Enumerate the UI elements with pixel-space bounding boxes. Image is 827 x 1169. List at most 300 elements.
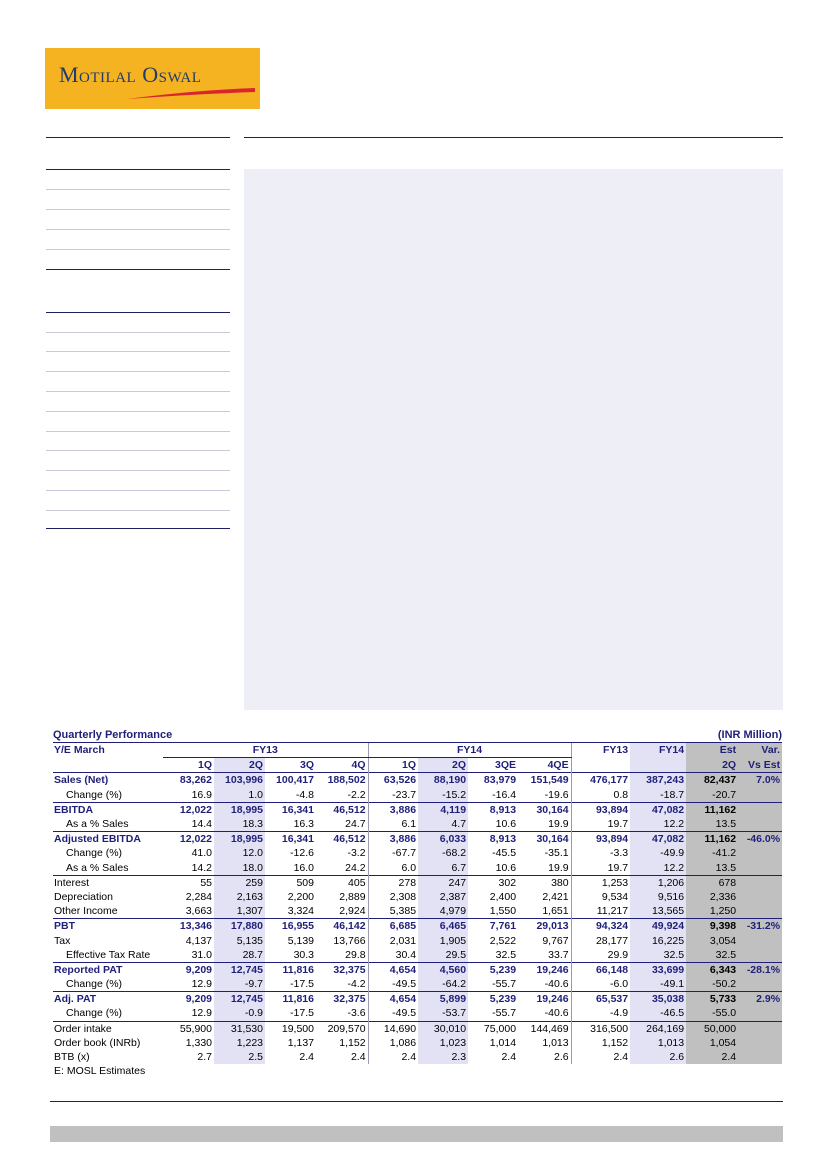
table-cell: 3,886 <box>368 802 418 817</box>
table-cell: 33,699 <box>630 962 686 977</box>
table-cell: 31,530 <box>214 1021 265 1036</box>
table-cell: 16.3 <box>293 818 314 831</box>
table-cell: 1,550 <box>489 905 517 918</box>
table-cell: 100,417 <box>265 773 316 788</box>
table-cell: 1,250 <box>686 904 738 919</box>
table-cell: -19.6 <box>544 788 569 801</box>
row-label: As a % Sales <box>66 818 129 831</box>
table-cell: -2.2 <box>347 788 366 801</box>
table-cell: -49.9 <box>630 846 686 860</box>
table-cell: 2,336 <box>686 890 738 904</box>
table-cell: -49.5 <box>368 1006 418 1021</box>
row-label: PBT <box>53 919 163 934</box>
header-row-1 <box>53 743 782 758</box>
table-cell: 6,033 <box>418 832 468 847</box>
table-cell: 2.4 <box>350 1051 366 1064</box>
row-label: Order intake <box>53 1021 163 1036</box>
table-cell: 12,745 <box>214 992 265 1007</box>
table-cell: 2,400 <box>489 890 517 903</box>
table-cell: 9,209 <box>163 992 214 1007</box>
table-cell: 2.9% <box>738 992 782 1007</box>
table-cell: 83,979 <box>468 773 518 788</box>
table-row <box>53 832 782 847</box>
table-cell: 49,924 <box>630 919 686 934</box>
table-cell: -6.0 <box>571 977 630 992</box>
table-cell <box>738 890 782 904</box>
table-cell: 30,164 <box>518 832 571 847</box>
table-cell: 66,148 <box>571 962 630 977</box>
table-cell: 14,690 <box>368 1021 418 1036</box>
table-cell: 12.2 <box>630 817 686 832</box>
table-cell: 3,054 <box>686 933 738 947</box>
table-cell <box>738 1021 782 1036</box>
table-cell: 1,330 <box>185 1036 212 1049</box>
table-cell: 1,307 <box>214 904 265 919</box>
table-cell: -55.7 <box>492 1007 517 1020</box>
table-cell: 19,500 <box>265 1021 316 1036</box>
table-row <box>53 1006 782 1021</box>
table-cell: 32,375 <box>316 992 368 1007</box>
sidebar-line <box>46 371 230 372</box>
table-cell: -17.5 <box>290 978 314 991</box>
col-var: Var. <box>738 743 782 758</box>
performance-grid <box>53 743 782 1064</box>
table-row <box>53 992 782 1007</box>
table-row <box>53 788 782 803</box>
table-cell: -3.6 <box>347 1007 366 1020</box>
table-cell: -40.6 <box>544 978 569 991</box>
table-cell: 32.5 <box>630 948 686 963</box>
row-label: Other Income <box>54 905 118 918</box>
table-cell <box>738 846 782 860</box>
table-cell <box>738 1006 782 1021</box>
table-unit: (INR Million) <box>717 729 782 741</box>
table-cell: 24.7 <box>345 818 366 831</box>
table-cell: 247 <box>418 875 468 890</box>
row-label: Sales (Net) <box>53 773 163 788</box>
table-cell: 5,135 <box>214 933 265 947</box>
est-quarter: 2Q <box>686 758 738 773</box>
table-cell: 32,375 <box>316 962 368 977</box>
table-cell: 8,913 <box>468 832 518 847</box>
table-cell: 151,549 <box>518 773 571 788</box>
table-cell: 264,169 <box>630 1021 686 1036</box>
row-label: Change (%) <box>66 847 123 860</box>
row-label: As a % Sales <box>66 861 129 874</box>
table-cell <box>738 788 782 803</box>
quarter-header: 1Q <box>197 759 212 772</box>
table-cell: -35.1 <box>544 847 569 860</box>
table-cell: 302 <box>468 875 518 890</box>
table-cell: 4.7 <box>418 817 468 832</box>
table-cell: 10.6 <box>495 818 517 831</box>
table-cell: 4,119 <box>418 802 468 817</box>
table-cell: 16.0 <box>293 861 314 874</box>
table-cell: 55 <box>163 875 214 890</box>
table-cell <box>738 802 782 817</box>
table-cell: 476,177 <box>571 773 630 788</box>
table-cell: 6,685 <box>368 919 418 934</box>
table-cell: 47,082 <box>630 802 686 817</box>
table-cell: 75,000 <box>468 1021 518 1036</box>
bottom-rule <box>50 1101 783 1102</box>
table-cell: 4,979 <box>418 904 468 919</box>
table-row <box>53 773 782 788</box>
sidebar-line <box>46 312 230 313</box>
table-cell: 30.4 <box>368 948 418 963</box>
table-cell: 12,745 <box>214 962 265 977</box>
table-cell: 12.9 <box>191 1007 212 1020</box>
table-cell: 18.0 <box>214 861 265 876</box>
header-row-2 <box>53 758 782 773</box>
sidebar-line <box>46 431 230 432</box>
table-cell: 11,162 <box>686 832 738 847</box>
table-cell: -46.0% <box>738 832 782 847</box>
logo-text: Motilal Oswal <box>59 62 202 87</box>
table-cell: -9.7 <box>214 977 265 992</box>
sidebar-line <box>46 229 230 230</box>
table-cell: -53.7 <box>418 1006 468 1021</box>
table-cell: -20.7 <box>686 788 738 803</box>
sidebar-line <box>46 249 230 250</box>
table-row <box>53 977 782 992</box>
table-cell: 7.0% <box>738 773 782 788</box>
sidebar-line <box>46 169 230 170</box>
table-cell: 1,152 <box>339 1036 366 1049</box>
table-cell: 2.6 <box>553 1051 569 1064</box>
table-cell: 103,996 <box>214 773 265 788</box>
table-cell: 6,343 <box>686 962 738 977</box>
table-cell: 30,164 <box>518 802 571 817</box>
table-cell: 2,308 <box>368 890 418 904</box>
top-rule-right <box>244 137 783 138</box>
table-cell: 46,512 <box>316 832 368 847</box>
table-cell: 18.3 <box>214 817 265 832</box>
table-cell: -50.2 <box>686 977 738 992</box>
table-cell <box>738 933 782 947</box>
table-cell: 1,014 <box>489 1036 517 1049</box>
estimates-note: E: MOSL Estimates <box>54 1065 146 1078</box>
table-cell: 19.9 <box>548 818 569 831</box>
table-row <box>53 861 782 876</box>
table-cell: 405 <box>316 875 368 890</box>
table-cell: 55,900 <box>163 1021 214 1036</box>
group-fy14: FY14 <box>368 743 571 758</box>
table-cell: -3.3 <box>571 846 630 860</box>
table-cell: 9,516 <box>630 890 686 904</box>
table-cell: 144,469 <box>518 1021 571 1036</box>
table-cell: 29.8 <box>345 948 366 961</box>
table-row <box>53 919 782 934</box>
table-cell: -4.8 <box>295 788 314 801</box>
top-rule-left <box>46 137 230 138</box>
table-cell: 0.8 <box>571 788 630 803</box>
table-row <box>53 875 782 890</box>
table-cell: -41.2 <box>686 846 738 860</box>
sidebar-line <box>46 490 230 491</box>
table-cell: 4,560 <box>418 962 468 977</box>
table-cell: -3.2 <box>347 847 366 860</box>
table-cell: 380 <box>518 875 571 890</box>
col-est: Est <box>686 743 738 758</box>
table-cell: 11,162 <box>686 802 738 817</box>
table-cell: 1,086 <box>368 1036 418 1050</box>
table-cell: -16.4 <box>492 788 517 801</box>
table-cell <box>738 817 782 832</box>
table-cell: 11,816 <box>265 992 316 1007</box>
table-cell: 1,013 <box>630 1036 686 1050</box>
table-cell: 28,177 <box>571 933 630 947</box>
table-cell <box>738 904 782 919</box>
col-fy14: FY14 <box>630 743 686 758</box>
row-label: Depreciation <box>54 890 113 903</box>
table-cell: 16,341 <box>265 802 316 817</box>
quarter-header: 4Q <box>351 759 366 772</box>
table-cell: 32.5 <box>495 948 517 961</box>
table-cell: 2,200 <box>287 890 314 903</box>
row-label: Adjusted EBITDA <box>53 832 163 847</box>
table-cell: -12.6 <box>290 847 314 860</box>
quarterly-performance-table <box>53 728 782 1077</box>
table-cell: 9,767 <box>542 934 569 947</box>
sidebar-line <box>46 510 230 511</box>
table-cell: 5,385 <box>368 904 418 919</box>
table-cell: -4.9 <box>571 1006 630 1021</box>
table-cell: 2,031 <box>368 933 418 947</box>
table-cell: 2,163 <box>214 890 265 904</box>
table-cell: -0.9 <box>214 1006 265 1021</box>
table-cell: 16,955 <box>265 919 316 934</box>
table-cell: -28.1% <box>738 962 782 977</box>
sidebar-line <box>46 470 230 471</box>
table-cell: 1,905 <box>418 933 468 947</box>
table-cell: 1.0 <box>214 788 265 803</box>
table-cell: 2.4 <box>368 1050 418 1064</box>
sidebar-line <box>46 411 230 412</box>
table-cell: 4,654 <box>368 992 418 1007</box>
table-cell: 29.9 <box>571 948 630 963</box>
shaded-content-panel <box>244 169 783 710</box>
table-cell: -68.2 <box>418 846 468 860</box>
quarter-header: 2Q <box>214 758 265 773</box>
table-cell: 2.6 <box>630 1050 686 1064</box>
table-cell: 6.1 <box>368 817 418 832</box>
table-cell: 24.2 <box>345 861 366 874</box>
table-cell: 4,654 <box>368 962 418 977</box>
quarter-header: 4QE <box>547 759 569 772</box>
table-cell: 3,886 <box>368 832 418 847</box>
table-cell: -15.2 <box>418 788 468 803</box>
sidebar-line <box>46 332 230 333</box>
table-title-bar <box>53 728 782 743</box>
row-label: Tax <box>54 934 71 947</box>
table-cell: 5,239 <box>468 992 518 1007</box>
table-cell: 82,437 <box>686 773 738 788</box>
table-cell <box>738 948 782 963</box>
table-cell: 93,894 <box>571 832 630 847</box>
table-cell: -23.7 <box>368 788 418 803</box>
table-cell: 1,013 <box>542 1036 569 1049</box>
table-cell: 14.2 <box>191 861 212 874</box>
table-cell: -55.7 <box>492 978 517 991</box>
table-cell: 30.3 <box>293 948 314 961</box>
row-label: EBITDA <box>53 802 163 817</box>
table-cell: 5,139 <box>287 934 314 947</box>
table-cell: 12.2 <box>630 861 686 876</box>
table-cell: 13,346 <box>163 919 214 934</box>
table-cell: 50,000 <box>686 1021 738 1036</box>
table-cell <box>738 1050 782 1064</box>
col-fy13: FY13 <box>571 743 630 758</box>
table-cell <box>738 977 782 992</box>
table-cell: 14.4 <box>191 818 212 831</box>
table-cell: 9,534 <box>571 890 630 904</box>
table-cell: 16.9 <box>191 788 212 801</box>
table-cell: 19,246 <box>518 992 571 1007</box>
table-row <box>53 1021 782 1036</box>
sidebar-line <box>46 269 230 270</box>
table-cell: 2.4 <box>299 1051 314 1064</box>
table-cell: -17.5 <box>290 1007 314 1020</box>
table-cell: 2,924 <box>339 905 366 918</box>
table-cell: 18,995 <box>214 802 265 817</box>
table-row <box>53 890 782 904</box>
table-cell: 5,899 <box>418 992 468 1007</box>
table-row <box>53 933 782 947</box>
motilal-oswal-logo <box>45 48 260 109</box>
table-cell: 2,284 <box>185 890 212 903</box>
row-label: BTB (x) <box>54 1051 90 1064</box>
table-cell: -40.6 <box>544 1007 569 1020</box>
table-cell: 12,022 <box>163 832 214 847</box>
table-cell: 509 <box>265 875 316 890</box>
row-label: Interest <box>53 875 163 890</box>
table-cell: 5,239 <box>468 962 518 977</box>
table-cell: 10.6 <box>495 861 517 874</box>
table-cell <box>738 875 782 890</box>
table-cell: 13,565 <box>630 904 686 919</box>
row-label: Change (%) <box>66 1007 123 1020</box>
table-row <box>53 817 782 832</box>
table-cell: 30,010 <box>418 1021 468 1036</box>
table-cell: 209,570 <box>316 1021 368 1036</box>
table-title: Quarterly Performance <box>53 729 173 741</box>
sidebar-line <box>46 391 230 392</box>
table-cell: -49.5 <box>368 977 418 992</box>
row-label: Change (%) <box>66 788 123 801</box>
table-row <box>53 1036 782 1050</box>
table-cell: 188,502 <box>316 773 368 788</box>
table-cell: 1,023 <box>418 1036 468 1050</box>
table-cell: 83,262 <box>163 773 214 788</box>
table-cell: 678 <box>686 875 738 890</box>
table-cell <box>738 1036 782 1050</box>
table-cell: 3,663 <box>185 905 212 918</box>
table-cell: -4.2 <box>347 978 366 991</box>
table-cell: 1,651 <box>542 905 569 918</box>
table-cell: 278 <box>368 875 418 890</box>
table-cell: 19.7 <box>571 861 630 876</box>
table-cell: 2.3 <box>418 1050 468 1064</box>
table-cell: 2.4 <box>501 1051 517 1064</box>
table-cell: 8,913 <box>468 802 518 817</box>
table-cell: -18.7 <box>630 788 686 803</box>
table-cell: 46,142 <box>316 919 368 934</box>
table-cell: 1,253 <box>571 875 630 890</box>
table-cell: 2,889 <box>339 890 366 903</box>
table-cell: -64.2 <box>418 977 468 992</box>
table-cell: 316,500 <box>571 1021 630 1036</box>
sidebar-line <box>46 450 230 451</box>
logo-swoosh-icon <box>127 88 255 100</box>
table-cell: 29,013 <box>518 919 571 934</box>
table-cell: 259 <box>214 875 265 890</box>
table-cell: 28.7 <box>214 948 265 963</box>
table-cell: 11,816 <box>265 962 316 977</box>
row-header: Y/E March <box>54 744 105 757</box>
table-row <box>53 802 782 817</box>
table-cell: 12.9 <box>191 978 212 991</box>
table-cell: 9,209 <box>163 962 214 977</box>
table-cell: 2.4 <box>686 1050 738 1064</box>
table-cell: 1,054 <box>686 1036 738 1050</box>
table-cell <box>738 861 782 876</box>
table-cell: 16,341 <box>265 832 316 847</box>
table-cell: 6.7 <box>418 861 468 876</box>
table-cell: 13.5 <box>686 861 738 876</box>
group-fy13: FY13 <box>163 743 368 758</box>
table-cell: 1,206 <box>630 875 686 890</box>
sidebar-line <box>46 209 230 210</box>
table-cell: 19.9 <box>548 861 569 874</box>
table-cell: 2,522 <box>489 934 517 947</box>
table-cell: 31.0 <box>191 948 212 961</box>
table-cell: 4,137 <box>185 934 212 947</box>
table-cell: 93,894 <box>571 802 630 817</box>
table-cell: 46,512 <box>316 802 368 817</box>
var-sub: Vs Est <box>738 758 782 773</box>
table-cell: 387,243 <box>630 773 686 788</box>
quarter-header: 3Q <box>299 759 314 772</box>
table-cell: 18,995 <box>214 832 265 847</box>
table-cell: 29.5 <box>418 948 468 963</box>
table-row <box>53 1050 782 1064</box>
table-cell: 35,038 <box>630 992 686 1007</box>
row-label: Change (%) <box>66 978 123 991</box>
table-cell: -46.5 <box>630 1006 686 1021</box>
table-cell: 19.7 <box>571 817 630 832</box>
table-cell: 88,190 <box>418 773 468 788</box>
table-cell: 2,387 <box>418 890 468 904</box>
table-cell: 6.0 <box>368 861 418 876</box>
table-cell: 13.5 <box>686 817 738 832</box>
table-cell: 7,761 <box>468 919 518 934</box>
table-row <box>53 948 782 963</box>
table-cell: 33.7 <box>548 948 569 961</box>
table-cell: -67.7 <box>368 846 418 860</box>
quarter-header: 3QE <box>495 759 517 772</box>
sidebar-line <box>46 351 230 352</box>
table-cell: 47,082 <box>630 832 686 847</box>
table-cell: 13,766 <box>333 934 366 947</box>
quarter-header: 2Q <box>418 758 468 773</box>
table-cell: 6,465 <box>418 919 468 934</box>
table-cell: -31.2% <box>738 919 782 934</box>
table-cell: 1,223 <box>214 1036 265 1050</box>
table-row <box>53 846 782 860</box>
table-cell: 3,324 <box>287 905 314 918</box>
table-cell: 2.5 <box>214 1050 265 1064</box>
